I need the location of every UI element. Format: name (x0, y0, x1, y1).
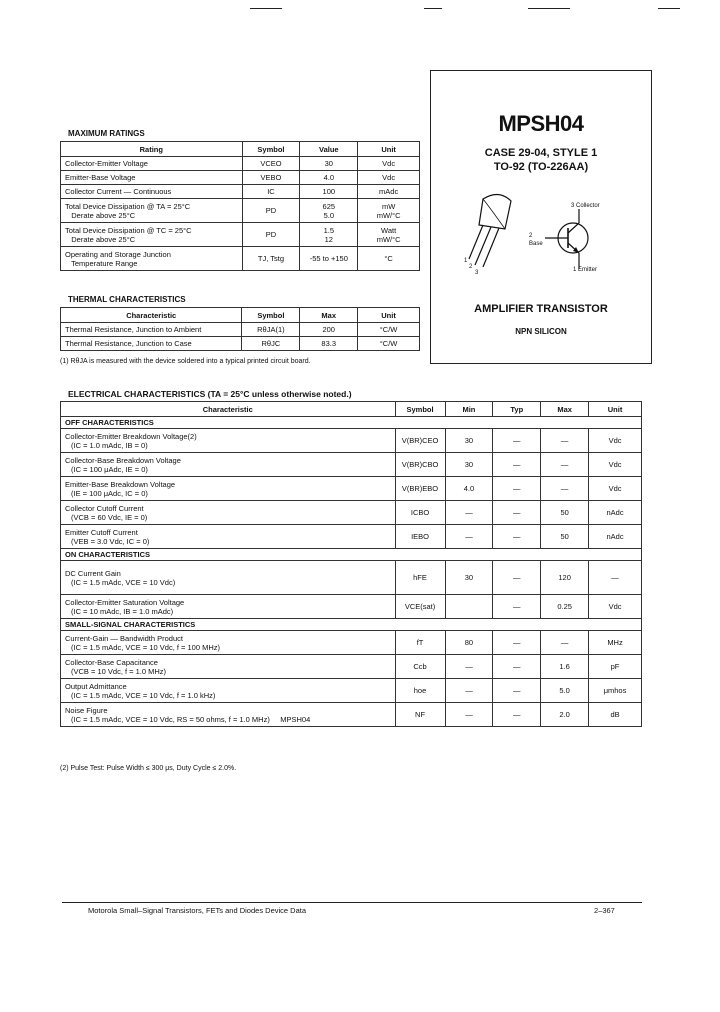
pin-1-label: 1 (464, 258, 468, 264)
max-cell: 83.3 (300, 337, 358, 351)
unit-cell: pF (589, 655, 642, 679)
char-cell: Noise Figure (IC = 1.5 mAdc, VCE = 10 Vdc, RS = 50 ohms, f = 1.0 MHz) MPSH04 (61, 703, 396, 727)
rating-cell: Operating and Storage Junction Temperature Range (61, 247, 243, 271)
typ-cell: — (493, 679, 541, 703)
unit-cell: Vdc (589, 429, 642, 453)
symbol-cell: RθJC (242, 337, 300, 351)
max-cell: 200 (300, 323, 358, 337)
symbol-cell: RθJA(1) (242, 323, 300, 337)
col-header: Unit (358, 308, 420, 323)
unit-cell: nAdc (589, 525, 642, 549)
symbol-cell: V(BR)EBO (395, 477, 445, 501)
value-cell: -55 to +150 (300, 247, 358, 271)
table-row (61, 247, 420, 271)
thermal-title: THERMAL CHARACTERISTICS (68, 295, 186, 304)
typ-cell: — (493, 429, 541, 453)
table-row (61, 631, 642, 655)
symbol-cell: hoe (395, 679, 445, 703)
table-row (61, 703, 642, 727)
value-cell: 30 (300, 157, 358, 171)
max-cell: — (541, 429, 589, 453)
case-line-1: CASE 29-04, STYLE 1 (484, 147, 598, 159)
polarity: NPN SILICON (515, 327, 567, 336)
char-cell: Emitter Cutoff Current (VEB = 3.0 Vdc, IC = 0) (61, 525, 396, 549)
rating-cell: Total Device Dissipation @ TA = 25°C Derate above 25°C (61, 199, 243, 223)
product-box (430, 70, 652, 364)
unit-cell: — (589, 561, 642, 595)
col-header: Typ (493, 402, 541, 417)
unit-cell: °C/W (358, 337, 420, 351)
max-ratings-title: MAXIMUM RATINGS (68, 129, 145, 138)
table-row (61, 171, 420, 185)
table-row (61, 157, 420, 171)
symbol-cell: fT (395, 631, 445, 655)
col-header: Symbol (395, 402, 445, 417)
table-row (61, 679, 642, 703)
pulse-test-note: (2) Pulse Test: Pulse Width ≤ 300 μs, Duty Cycle ≤ 2.0%. (60, 765, 237, 772)
min-cell: 30 (445, 429, 493, 453)
unit-cell: MHz (589, 631, 642, 655)
char-cell: Collector Cutoff Current (VCB = 60 Vdc, IE = 0) (61, 501, 396, 525)
unit-cell: Vdc (589, 477, 642, 501)
pin-2-label: 2 (469, 264, 473, 270)
col-header: Rating (61, 142, 243, 157)
thermal-note: (1) RθJA is measured with the device soldered into a typical printed circuit board. (60, 358, 311, 365)
table-row (61, 477, 642, 501)
min-cell: 4.0 (445, 477, 493, 501)
col-header: Characteristic (61, 308, 242, 323)
value-cell: 4.0 (300, 171, 358, 185)
typ-cell: — (493, 453, 541, 477)
max-cell: 120 (541, 561, 589, 595)
char-cell: DC Current Gain (IC = 1.5 mAdc, VCE = 10 Vdc) (61, 561, 396, 595)
max-cell: — (541, 477, 589, 501)
value-cell: 625 5.0 (300, 199, 358, 223)
col-header: Unit (589, 402, 642, 417)
npn-transistor-symbol-icon (539, 205, 599, 275)
table-row (61, 501, 642, 525)
unit-cell: °C (358, 247, 420, 271)
char-cell: Collector-Base Capacitance (VCB = 10 Vdc, f = 1.0 MHz) (61, 655, 396, 679)
unit-cell: Vdc (358, 157, 420, 171)
max-cell: 2.0 (541, 703, 589, 727)
thermal-table (60, 307, 420, 351)
unit-cell: μmhos (589, 679, 642, 703)
typ-cell: — (493, 525, 541, 549)
max-ratings-table (60, 141, 420, 271)
typ-cell: — (493, 703, 541, 727)
typ-cell: — (493, 655, 541, 679)
case-line-2: TO-92 (TO-226AA) (493, 161, 589, 173)
table-row (61, 185, 420, 199)
unit-cell: mW mW/°C (358, 199, 420, 223)
table-row (61, 561, 642, 595)
pin-3-label: 3 (475, 270, 479, 276)
unit-cell: Watt mW/°C (358, 223, 420, 247)
off-section-title: OFF CHARACTERISTICS (61, 417, 642, 429)
unit-cell: Vdc (589, 595, 642, 619)
min-cell: — (445, 525, 493, 549)
table-row (61, 525, 642, 549)
to92-package-icon (461, 189, 531, 274)
symbol-cell: VCEO (242, 157, 300, 171)
min-cell (445, 595, 493, 619)
symbol-cell: NF (395, 703, 445, 727)
max-cell: 50 (541, 525, 589, 549)
symbol-cell: V(BR)CBO (395, 453, 445, 477)
rating-cell: Total Device Dissipation @ TC = 25°C Derate above 25°C (61, 223, 243, 247)
unit-cell: mAdc (358, 185, 420, 199)
symbol-cell: IC (242, 185, 300, 199)
small-signal-section-title: SMALL-SIGNAL CHARACTERISTICS (61, 619, 642, 631)
col-header: Value (300, 142, 358, 157)
symbol-cell: hFE (395, 561, 445, 595)
rating-cell: Emitter-Base Voltage (61, 171, 243, 185)
symbol-cell: ICBO (395, 501, 445, 525)
table-row (61, 223, 420, 247)
char-cell: Collector-Base Breakdown Voltage (IC = 100 μAdc, IE = 0) (61, 453, 396, 477)
min-cell: — (445, 501, 493, 525)
char-cell: Emitter-Base Breakdown Voltage (IE = 100 μAdc, IC = 0) (61, 477, 396, 501)
symbol-cell: PD (242, 199, 300, 223)
col-header: Symbol (242, 142, 300, 157)
min-cell: 30 (445, 453, 493, 477)
electrical-table (60, 401, 642, 727)
footer-rule (62, 902, 642, 903)
base-label: 2 Base (529, 233, 543, 247)
col-header: Symbol (242, 308, 300, 323)
char-cell: Current-Gain — Bandwidth Product (IC = 1.5 mAdc, VCE = 10 Vdc, f = 100 MHz) (61, 631, 396, 655)
symbol-cell: Ccb (395, 655, 445, 679)
table-row (61, 337, 420, 351)
min-cell: 80 (445, 631, 493, 655)
max-cell: 1.6 (541, 655, 589, 679)
max-cell: 0.25 (541, 595, 589, 619)
symbol-cell: PD (242, 223, 300, 247)
char-cell: Thermal Resistance, Junction to Case (61, 337, 242, 351)
symbol-cell: V(BR)CEO (395, 429, 445, 453)
col-header: Max (541, 402, 589, 417)
table-row (61, 323, 420, 337)
char-cell: Thermal Resistance, Junction to Ambient (61, 323, 242, 337)
table-row (61, 429, 642, 453)
emitter-label: 1 Emitter (573, 267, 598, 273)
value-cell: 100 (300, 185, 358, 199)
max-cell: — (541, 631, 589, 655)
collector-label: 3 Collector (571, 203, 600, 209)
col-header: Max (300, 308, 358, 323)
rating-cell: Collector Current — Continuous (61, 185, 243, 199)
on-section-title: ON CHARACTERISTICS (61, 549, 642, 561)
max-cell: 50 (541, 501, 589, 525)
char-cell: Collector-Emitter Breakdown Voltage(2) (IC = 1.0 mAdc, IB = 0) (61, 429, 396, 453)
col-header: Unit (358, 142, 420, 157)
rating-cell: Collector-Emitter Voltage (61, 157, 243, 171)
unit-cell: °C/W (358, 323, 420, 337)
page-number: 2–367 (594, 906, 615, 915)
table-row (61, 453, 642, 477)
symbol-cell: TJ, Tstg (242, 247, 300, 271)
symbol-cell: VEBO (242, 171, 300, 185)
table-row (61, 199, 420, 223)
part-number: MPSH04 (498, 111, 584, 136)
min-cell: — (445, 679, 493, 703)
symbol-cell: VCE(sat) (395, 595, 445, 619)
typ-cell: — (493, 501, 541, 525)
typ-cell: — (493, 477, 541, 501)
unit-cell: dB (589, 703, 642, 727)
electrical-title: ELECTRICAL CHARACTERISTICS (TA = 25°C unless otherwise noted.) (68, 389, 352, 399)
value-cell: 1.5 12 (300, 223, 358, 247)
table-row (61, 595, 642, 619)
table-row (61, 655, 642, 679)
col-header: Characteristic (61, 402, 396, 417)
unit-cell: Vdc (589, 453, 642, 477)
typ-cell: — (493, 631, 541, 655)
char-cell: Collector-Emitter Saturation Voltage (IC = 10 mAdc, IB = 1.0 mAdc) (61, 595, 396, 619)
unit-cell: Vdc (358, 171, 420, 185)
char-cell: Output Admittance (IC = 1.5 mAdc, VCE = 10 Vdc, f = 1.0 kHz) (61, 679, 396, 703)
footer-left: Motorola Small–Signal Transistors, FETs and Diodes Device Data (88, 906, 307, 915)
col-header: Min (445, 402, 493, 417)
min-cell: — (445, 655, 493, 679)
max-cell: 5.0 (541, 679, 589, 703)
device-type: AMPLIFIER TRANSISTOR (474, 303, 608, 315)
unit-cell: nAdc (589, 501, 642, 525)
symbol-cell: IEBO (395, 525, 445, 549)
typ-cell: — (493, 595, 541, 619)
typ-cell: — (493, 561, 541, 595)
min-cell: 30 (445, 561, 493, 595)
min-cell: — (445, 703, 493, 727)
max-cell: — (541, 453, 589, 477)
